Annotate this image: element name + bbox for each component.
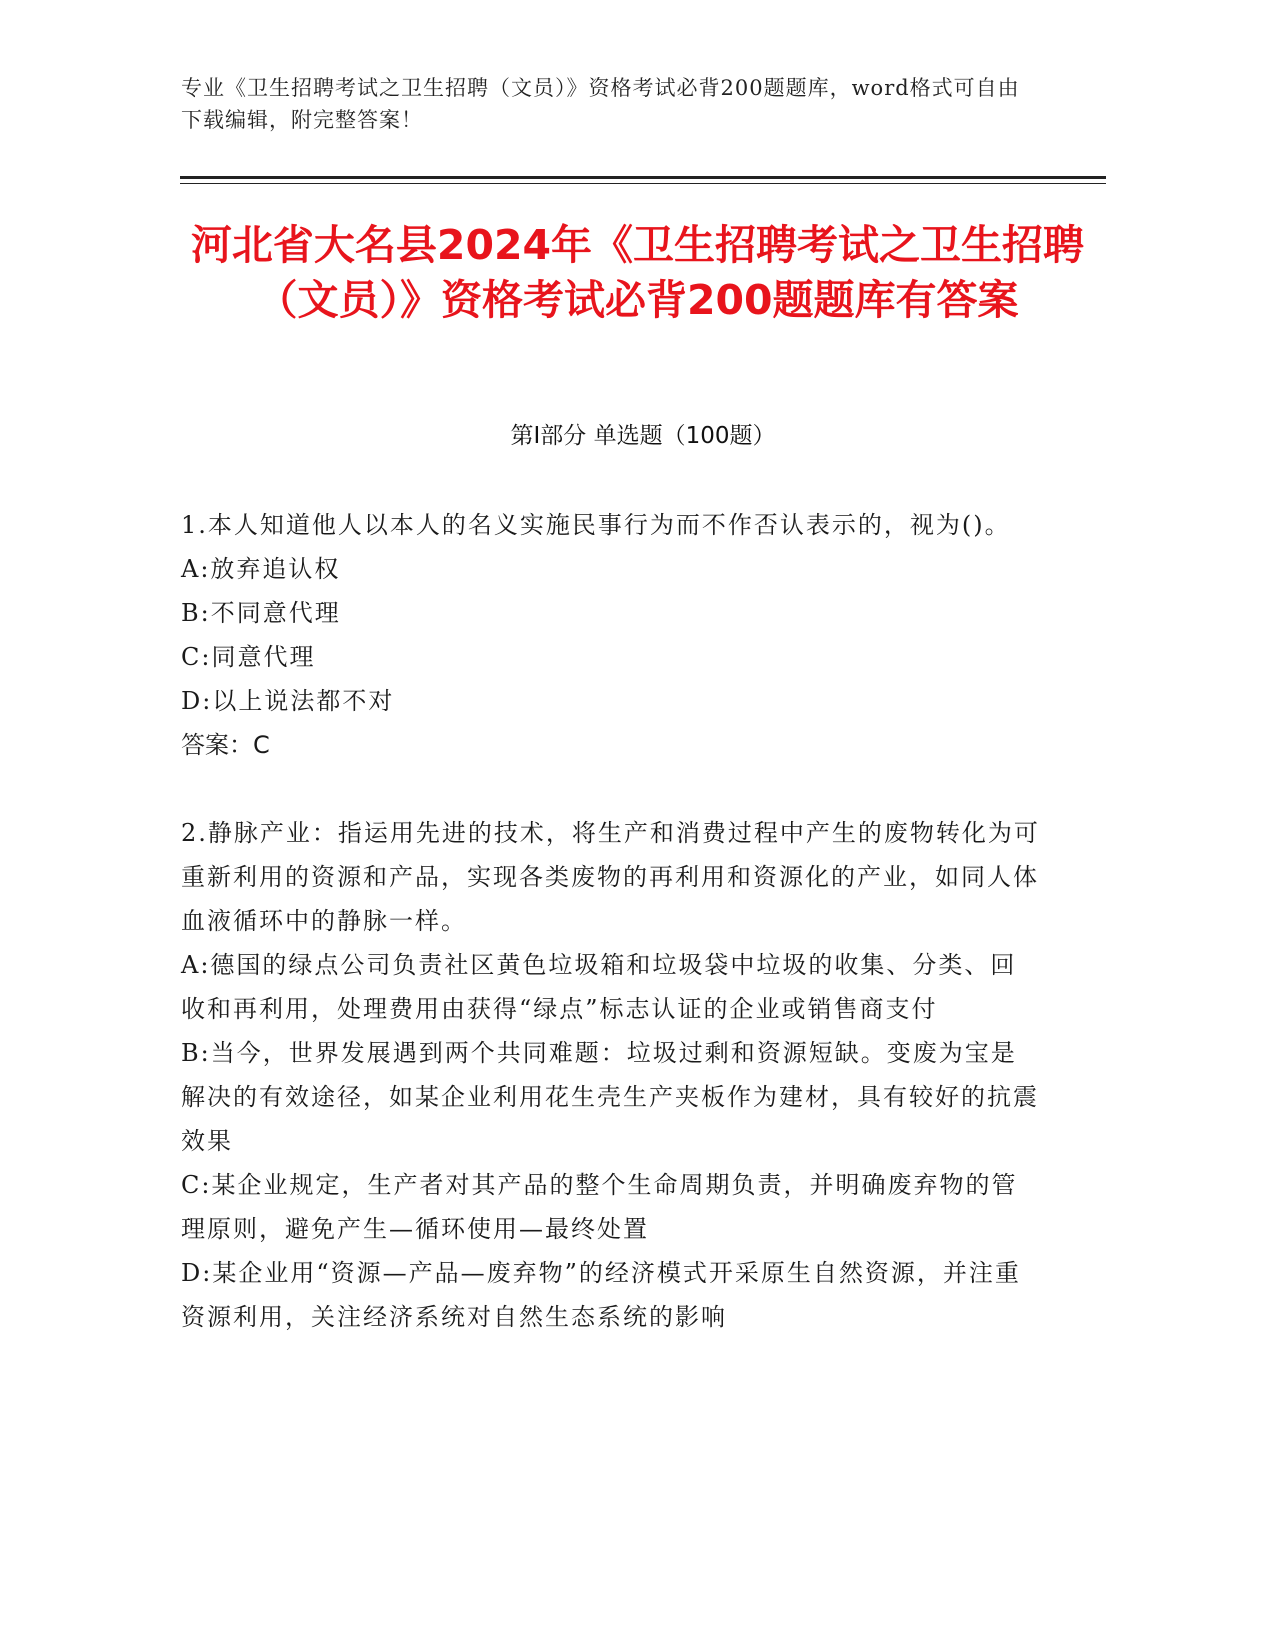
option-d: D:以上说法都不对	[181, 687, 395, 715]
header-rule-thick	[180, 176, 1106, 179]
option-b: B:不同意代理	[181, 599, 341, 627]
question-stem: 2.静脉产业：指运用先进的技术，将生产和消费过程中产生的废物转化为可重新利用的资源和产品，实现各类废物的再利用和资源化的产业，如同人体血液循环中的静脉一样。	[181, 819, 1040, 935]
option-a: A:德国的绿点公司负责社区黄色垃圾箱和垃圾袋中垃圾的收集、分类、回收和再利用，处理费用由获得“绿点”标志认证的企业或销售商支付	[181, 951, 1017, 1023]
header-note: 专业《卫生招聘考试之卫生招聘（文员）》资格考试必背200题题库，word格式可自由下载编辑，附完整答案！	[181, 76, 1020, 132]
option-c: C:某企业规定，生产者对其产品的整个生命周期负责，并明确废弃物的管理原则，避免产生—循环使用—最终处置	[181, 1171, 1018, 1243]
option-a: A:放弃追认权	[181, 555, 341, 583]
question-1	[181, 503, 1041, 767]
header-rule-thin	[180, 183, 1106, 184]
option-c: C:同意代理	[181, 643, 316, 671]
question-list	[181, 503, 1041, 1339]
option-d: D:某企业用“资源—产品—废弃物”的经济模式开采原生自然资源，并注重资源利用，关注经济系统对自然生态系统的影响	[181, 1259, 1021, 1331]
answer: 答案：C	[181, 731, 270, 759]
question-2	[181, 811, 1041, 1339]
option-b: B:当今，世界发展遇到两个共同难题：垃圾过剩和资源短缺。变废为宝是解决的有效途径，如某企业利用花生壳生产夹板作为建材，具有较好的抗震效果	[181, 1039, 1039, 1155]
question-stem: 1.本人知道他人以本人的名义实施民事行为而不作否认表示的，视为()。	[181, 511, 1011, 539]
section-heading: 第I部分 单选题（100题）	[510, 423, 776, 449]
document-title: 河北省大名县2024年《卫生招聘考试之卫生招聘（文员）》资格考试必背200题题库有答案	[190, 221, 1085, 324]
question-spacer	[181, 767, 1041, 811]
